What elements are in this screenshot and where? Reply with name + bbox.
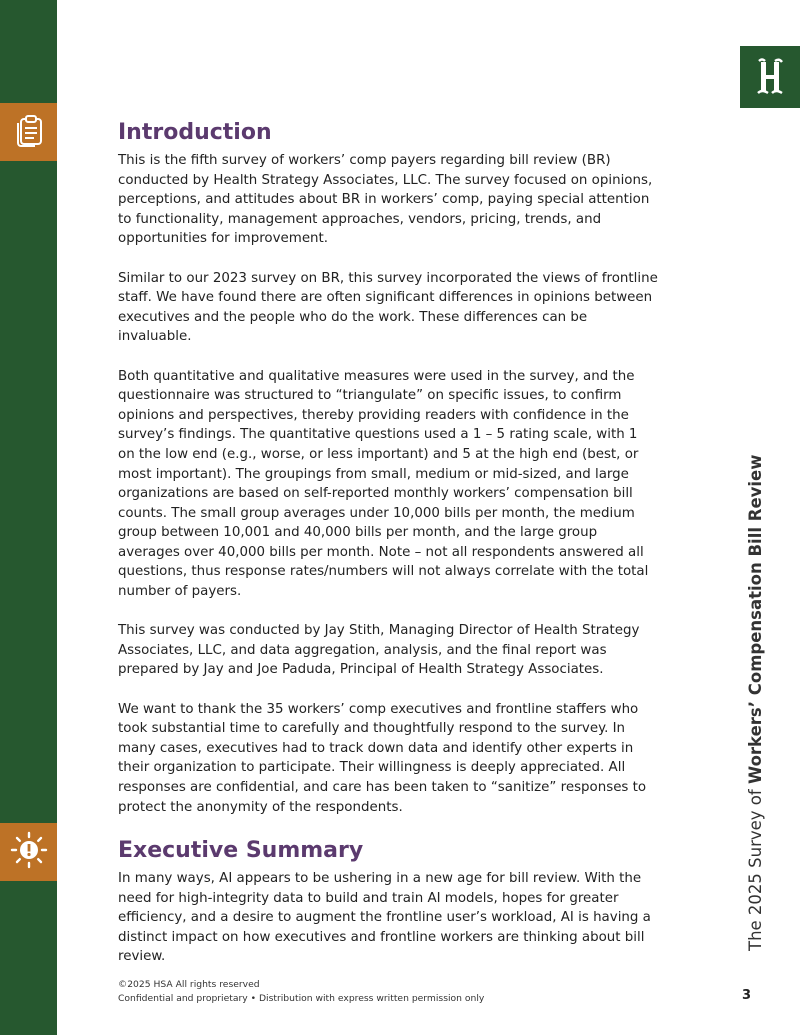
introduction-body [118, 151, 658, 837]
page-number: 3 [742, 988, 752, 1003]
intro-paragraph: Similar to our 2023 survey on BR, this survey incorporated the views of frontline staff. We have found there are often significant differences in opinions between executives and the people who do the work. These differences can be invaluable. [118, 270, 658, 345]
intro-paragraph: Both quantitative and qualitative measures were used in the survey, and the questionnaire was structured to “triangulate” on specific issues, to confirm opinions and perspectives, thereby providing readers with confidence in the survey’s findings. The quantitative questions used a 1 – 5 rating scale, with 1 on the low end (e.g., worse, or less important) and 5 at the high end (best, or most important). The groupings from small, medium or mid-sized, and large organizations are based on self-reported monthly workers’ compensation bill counts. The small group averages under 10,000 bills per month, the medium group between 10,001 and 40,000 bills per month, and the large group averages over 40,000 bills per month. Note – not all respondents answered all questions, thus response rates/numbers will not always correlate with the total number of payers. [118, 368, 649, 600]
intro-paragraph: This survey was conducted by Jay Stith, Managing Director of Health Strategy Associates, LLC, and data aggregation, analysis, and the final report was prepared by Jay and Joe Paduda, Principal of Health Strategy Associates. [118, 623, 640, 678]
copyright-text: ©2025 HSA All rights reserved [118, 979, 260, 990]
section-tab-introduction [0, 103, 57, 161]
side-title-prefix: The 2025 Survey of [746, 784, 765, 951]
exec-paragraph: In many ways, AI appears to be ushering in a new age for bill review. With the need for high-integrity data to build and train AI models, hopes for greater efficiency, and a desire to augment the frontline user’s workload, AI is having a distinct impact on how executives and frontline workers are thinking about bill review. [118, 871, 651, 965]
hsa-logo [740, 46, 800, 108]
intro-paragraph: This is the fifth survey of workers’ comp payers regarding bill review (BR) conducted by Health Strategy Associates, LLC. The survey focused on opinions, perceptions, and attitudes about BR in workers’ comp, paying special attention to functionality, management approaches, vendors, pricing, trends, and opportunities for improvement. [118, 153, 653, 247]
alert-sun-icon [9, 830, 49, 874]
confidentiality-notice: Confidential and proprietary • Distribution with express written permission only [118, 993, 485, 1004]
executive-summary-heading: Executive Summary [118, 838, 364, 863]
executive-summary-body [118, 869, 658, 987]
report-side-title [746, 454, 768, 951]
clipboard-document-icon [12, 112, 46, 152]
page-footer [118, 978, 484, 1006]
side-title-bold: Workers’ Compensation Bill Review [746, 454, 765, 785]
introduction-heading: Introduction [118, 120, 272, 145]
intro-paragraph: We want to thank the 35 workers’ comp executives and frontline staffers who took substantial time to carefully and thoughtfully respond to the survey. In many cases, executives had to track down data and identify other experts in their organization to participate. Their willingness is deeply appreciated. All responses are confidential, and care has been taken to “sanitize” responses to protect the anonymity of the respondents. [118, 701, 647, 815]
section-tab-executive-summary [0, 823, 57, 881]
